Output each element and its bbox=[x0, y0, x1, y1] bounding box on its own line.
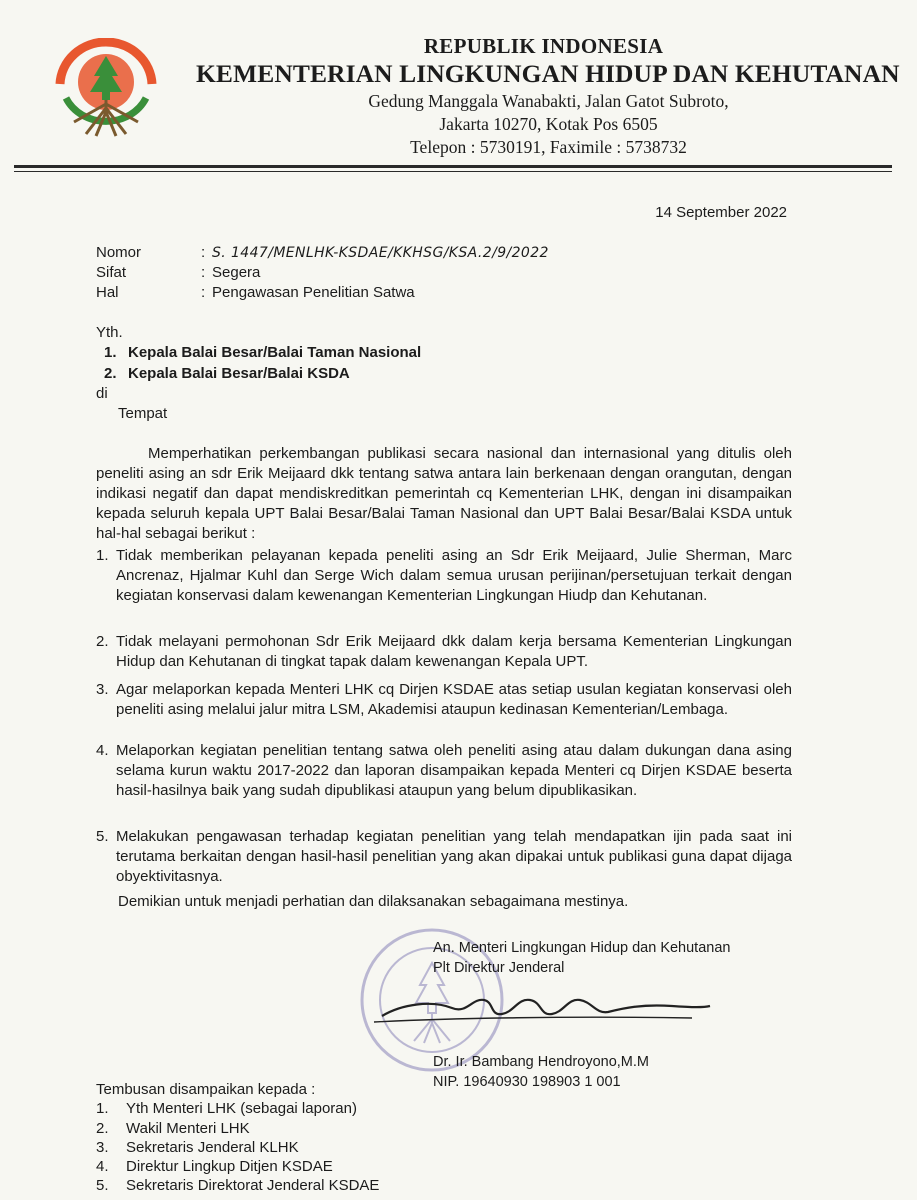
recipient-1-number: 1. bbox=[104, 344, 117, 361]
signatory-nip: NIP. 19640930 198903 1 001 bbox=[433, 1074, 621, 1090]
cc-item-1-number: 1. bbox=[96, 1100, 109, 1117]
header-address-line-1: Gedung Manggala Wanabakti, Jalan Gatot Subroto, bbox=[368, 91, 729, 111]
point-4 bbox=[96, 741, 792, 801]
hal-label: Hal bbox=[96, 284, 119, 301]
point-3-number: 3. bbox=[96, 681, 109, 698]
cc-item-3 bbox=[96, 1139, 299, 1156]
point-3 bbox=[96, 680, 792, 720]
cc-item-2 bbox=[96, 1120, 250, 1137]
cc-item-4-text: Direktur Lingkup Ditjen KSDAE bbox=[126, 1158, 333, 1175]
cc-item-4-number: 4. bbox=[96, 1158, 109, 1175]
nomor-colon: : bbox=[201, 244, 206, 261]
cc-heading: Tembusan disampaikan kepada : bbox=[96, 1081, 316, 1098]
header-divider bbox=[14, 165, 892, 168]
point-2 bbox=[96, 632, 792, 672]
letter-date: 14 September 2022 bbox=[655, 204, 787, 221]
recipient-2-text: Kepala Balai Besar/Balai KSDA bbox=[128, 365, 350, 382]
nomor-label: Nomor bbox=[96, 244, 142, 261]
point-2-text: Tidak melayani permohonan Sdr Erik Meijaard dkk dalam kerja bersama Kementerian Lingkungan Hidup dan Kehutanan di tingkat tapak dalam kewenangan Kepala UPT. bbox=[116, 633, 792, 670]
point-1 bbox=[96, 546, 792, 606]
hal-colon: : bbox=[201, 284, 206, 301]
recipient-1-text: Kepala Balai Besar/Balai Taman Nasional bbox=[128, 344, 422, 361]
cc-item-1 bbox=[96, 1100, 357, 1117]
recipient-place: Tempat bbox=[118, 405, 168, 422]
signature-icon bbox=[372, 978, 712, 1038]
recipient-2-number: 2. bbox=[104, 365, 117, 382]
point-1-number: 1. bbox=[96, 547, 109, 564]
point-4-number: 4. bbox=[96, 742, 109, 759]
nomor-value: S. 1447/MENLHK-KSDAE/KKHSG/KSA.2/9/2022 bbox=[212, 245, 549, 261]
point-2-number: 2. bbox=[96, 633, 109, 650]
point-1-text: Tidak memberikan pelayanan kepada peneliti asing an Sdr Erik Meijaard, Julie Sherman, Marc Ancrenaz, Hjalmar Kuhl dan Serge Wich dalam semua urusan perijinan/persetujuan terkait dengan kegiatan konservasi dalam kewenangan Kementerian Lingkungan Hiudp dan Kehutanan. bbox=[116, 547, 792, 604]
point-5-number: 5. bbox=[96, 828, 109, 845]
cc-item-1-text: Yth Menteri LHK (sebagai laporan) bbox=[126, 1100, 357, 1117]
hal-value: Pengawasan Penelitian Satwa bbox=[212, 284, 415, 301]
header-republic: REPUBLIK INDONESIA bbox=[423, 34, 664, 58]
point-5-text: Melakukan pengawasan terhadap kegiatan penelitian yang telah mendapatkan ijin pada saat ini terutama berkaitan dengan hasil-hasil penelitian yang akan dipakai untuk publikasi guna dapat dijaga obyektivitasnya. bbox=[116, 828, 792, 885]
cc-item-3-number: 3. bbox=[96, 1139, 109, 1156]
sifat-label: Sifat bbox=[96, 264, 127, 281]
point-3-text: Agar melaporkan kepada Menteri LHK cq Dirjen KSDAE atas setiap usulan kegiatan konservasi oleh peneliti asing melalui jalur mitra LSM, Akademisi ataupun kedinasan Kementerian/Lembaga. bbox=[116, 681, 792, 718]
header-address-line-2: Jakarta 10270, Kotak Pos 6505 bbox=[439, 114, 658, 134]
sifat-value: Segera bbox=[212, 264, 261, 281]
recipient-di: di bbox=[96, 385, 108, 402]
recipient-2 bbox=[104, 364, 350, 384]
cc-item-5-text: Sekretaris Direktorat Jenderal KSDAE bbox=[126, 1177, 380, 1194]
header-divider-thin bbox=[14, 171, 892, 172]
intro-paragraph: Memperhatikan perkembangan publikasi secara nasional dan internasional yang ditulis oleh peneliti asing an sdr Erik Meijaard dkk tentang satwa antara lain berkenaan dengan orangutan, dengan indikasi negatif dan dapat mendiskreditkan pemerintah cq Kementerian LHK, dengan ini disampaikan kepada seluruh kepala UPT Balai Besar/Balai Taman Nasional dan UPT Balai Besar/Balai KSDA untuk hal-hal sebagai berikut : bbox=[96, 445, 792, 542]
point-5 bbox=[96, 827, 792, 887]
cc-item-2-text: Wakil Menteri LHK bbox=[126, 1120, 250, 1137]
signatory-name: Dr. Ir. Bambang Hendroyono,M.M bbox=[433, 1054, 649, 1070]
closing-line: Demikian untuk menjadi perhatian dan dilaksanakan sebagaimana mestinya. bbox=[118, 893, 629, 910]
cc-item-3-text: Sekretaris Jenderal KLHK bbox=[126, 1139, 299, 1156]
signatory-position: Plt Direktur Jenderal bbox=[433, 960, 565, 976]
cc-item-2-number: 2. bbox=[96, 1120, 109, 1137]
cc-item-5 bbox=[96, 1177, 379, 1194]
recipient-1 bbox=[104, 343, 421, 363]
header-address-line-3: Telepon : 5730191, Faximile : 5738732 bbox=[410, 137, 687, 157]
salutation: Yth. bbox=[96, 324, 123, 341]
cc-item-5-number: 5. bbox=[96, 1177, 109, 1194]
cc-item-4 bbox=[96, 1158, 333, 1175]
header-ministry: KEMENTERIAN LINGKUNGAN HIDUP DAN KEHUTANAN bbox=[196, 59, 900, 88]
signatory-on-behalf: An. Menteri Lingkungan Hidup dan Kehutanan bbox=[433, 940, 731, 956]
point-4-text: Melaporkan kegiatan penelitian tentang satwa oleh peneliti asing atau dalam dukungan dana asing selama kurun waktu 2017-2022 dan laporan disampaikan kepada Menteri cq Dirjen KSDAE beserta hasil-hasilnya baik yang sudah dipublikasi ataupun yang belum dipublikasikan. bbox=[116, 742, 792, 799]
sifat-colon: : bbox=[201, 264, 206, 281]
